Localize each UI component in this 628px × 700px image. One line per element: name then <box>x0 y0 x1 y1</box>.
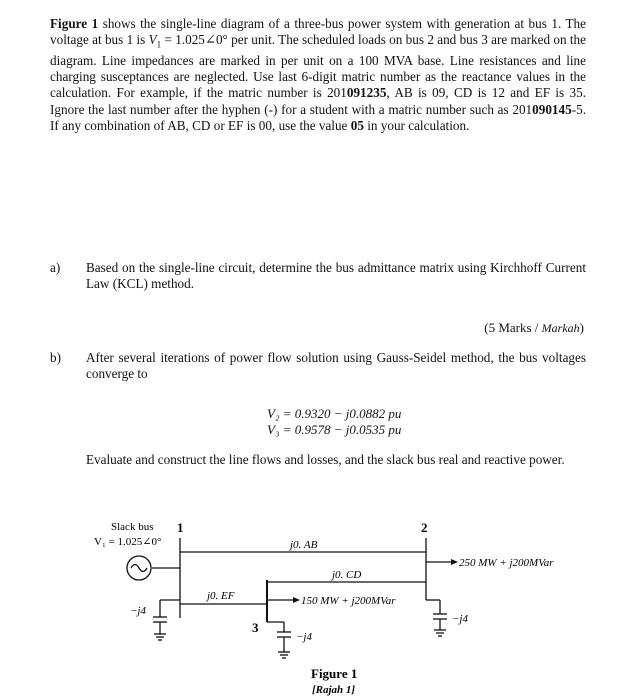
question-b-evaluate-text: Evaluate and construct the line flows and losses, and the slack bus real and reactive power. <box>86 452 565 467</box>
line-ef-impedance: j0. EF <box>207 590 235 602</box>
figure-caption: Figure 1 <box>311 666 358 681</box>
figure-caption-malay: [Rajah 1] <box>312 684 356 696</box>
figure-reference: Figure 1 <box>50 16 99 31</box>
question-a-text: Based on the single-line circuit, determine the bus admittance matrix using Kirchhoff Current Law (KCL) method. <box>86 260 586 292</box>
bus-2-label: 2 <box>421 520 428 535</box>
slack-bus-label: Slack bus <box>111 521 154 533</box>
bus-3-load-label: 150 MW + j200MVar <box>301 595 396 607</box>
bus-3-label: 3 <box>252 620 259 635</box>
bus-1-label: 1 <box>177 520 184 535</box>
bus-3-capacitor-label: −j4 <box>296 631 312 643</box>
problem-statement: Figure 1 shows the single-line diagram of a three-bus power system with generation at bus 1. The voltage at bus 1 is $V_1$ = 1.025∠0° per unit. The scheduled loads on bus 2 and bus 3 are marked on the diagram. Line impedances are marked in per unit on a 100 MVA base. Line resistances and line charging susceptances are neglected. Use last 6-digit matric number as the reactance values in the calculation. For example, if the matric number is 201091235, AB is 09, CD is 12 and EF is 35. Ignore the last number after the hyphen (-) for a student with a matric number such as 201090145-5. If any combination of AB, CD or EF is 00, use the value 05 in your calculation. <box>50 16 586 133</box>
slack-voltage-label: V₁ = 1.025∠0° <box>94 536 162 548</box>
bus-1-capacitor-label: −j4 <box>130 605 146 617</box>
line-cd-impedance: j0. CD <box>332 569 362 581</box>
line-ab-impedance: j0. AB <box>290 539 318 551</box>
question-b-text: After several iterations of power flow solution using Gauss-Seidel method, the bus voltages converge to <box>86 350 586 382</box>
question-a-marks: (5 Marks / Markah) <box>484 320 584 335</box>
bus-2-capacitor-label: −j4 <box>452 613 468 625</box>
bus-2-voltage-equation: V₂ = 0.9320 − j0.0882 pu <box>267 406 402 421</box>
question-b-label: b) <box>50 350 61 365</box>
question-a-label: a) <box>50 260 61 275</box>
bus-3-voltage-equation: V₃ = 0.9578 − j0.0535 pu <box>267 422 402 437</box>
bus-2-load-label: 250 MW + j200MVar <box>459 557 554 569</box>
